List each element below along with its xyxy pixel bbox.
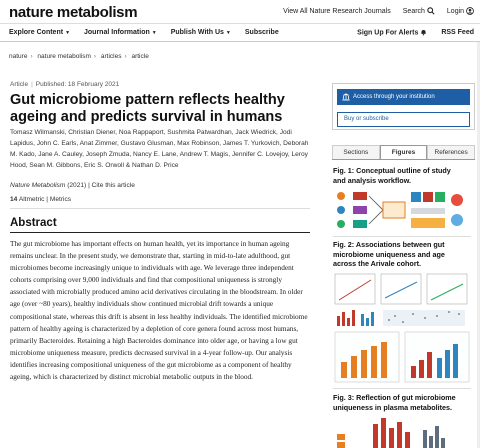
author-list[interactable]: Tomasz Wilmanski, Christian Diener, Noa Rappaport, Sushmita Patwardhan, Jack Wiedrick, Jodi Lapidus, John C. Earls, Anat Zimmer, Gustavo Glusman, Max Robinson, James T. Yurkovich, Deborah M. Kado, Jane A. Cauley, Joseph Zmuda, Nancy E. Lane, Andrew T. Magis, Jennifer C. Lovejoy, Leroy Hood, Sean M. Gibbons, Eric S. Orwoll & Nathan D. Price	[10, 129, 309, 169]
figure-1-thumbnail[interactable]	[333, 188, 471, 232]
breadcrumb-item[interactable]: nature	[9, 53, 28, 60]
metrics-link[interactable]: Metrics	[49, 196, 72, 203]
tab-sections[interactable]: Sections	[332, 145, 380, 159]
menu-subscribe[interactable]: Subscribe	[244, 29, 279, 36]
article-type: Article	[10, 81, 29, 88]
search-label: Search	[402, 7, 425, 15]
figure-1-title[interactable]: Fig. 1: Conceptual outline of study and analysis workflow.	[333, 166, 451, 185]
menu-explore-label: Explore Content	[9, 29, 64, 36]
login-button[interactable]	[447, 7, 474, 15]
breadcrumb-item[interactable]: articles	[100, 53, 122, 60]
sidebar-tabs	[332, 145, 475, 160]
breadcrumb-item: article	[131, 53, 149, 60]
search-button[interactable]	[403, 7, 435, 15]
metrics-line: 14 Altmetric | Metrics	[10, 196, 72, 203]
chevron-right-icon: ›	[93, 53, 97, 60]
menu-explore[interactable]	[9, 29, 70, 36]
figure-3-title[interactable]: Fig. 3: Reflection of gut microbiome uniqueness in plasma metabolites.	[333, 393, 456, 412]
top-nav	[283, 7, 474, 15]
journal-year: (2021)	[67, 182, 87, 189]
abstract-text: The gut microbiome has important effects on human health, yet its importance in human ageing remains unclear. In the present study, we demonstrate that, starting in mid-to-late adulthood, gut microbiomes become increasingly unique to individuals with age. We leverage three independent cohorts comprising over 9,000 individuals and find that compositional uniqueness is strongly associated with microbially produced amino acid derivatives circulating in the bloodstream. In older age (over ~80 years), healthy individuals show continued microbial drift towards a unique compositional state, whereas this drift is absent in less healthy individuals. The identified microbiome pattern of healthy ageing is characterized by a depletion of core genera found across most humans, primarily Bacteroides. Retaining a high Bacteroides dominance into older age, or having a low gut microbiome uniqueness measure, predicts decreased survival in a 4-year follow-up. Our analysis identifies increasing compositional uniqueness of the gut microbiome as a component of healthy ageing, which is characterized by distinct microbial metabolic outputs in the blood.	[10, 239, 308, 382]
chevron-down-icon: ▼	[151, 30, 157, 36]
journal-logo[interactable]: nature metabolism	[9, 4, 138, 21]
sign-up-alerts-link[interactable]	[357, 29, 427, 36]
bell-icon	[420, 29, 427, 36]
cite-link[interactable]: Cite this article	[91, 182, 135, 189]
top-header	[0, 0, 480, 24]
sign-up-label: Sign Up For Alerts	[357, 29, 419, 37]
chevron-right-icon: ›	[30, 53, 33, 60]
search-icon	[427, 7, 435, 15]
chevron-down-icon: ▼	[225, 30, 231, 36]
altmetric-link[interactable]: Altmetric	[18, 196, 45, 203]
altmetric-count: 14	[10, 196, 18, 203]
divider	[333, 236, 471, 237]
figure-2-title[interactable]: Fig. 2: Associations between gut microbiome uniqueness and age across the Arivale cohort.	[333, 240, 445, 268]
rss-feed-link[interactable]: RSS Feed	[441, 29, 474, 36]
figure-3-thumbnail[interactable]	[333, 414, 471, 448]
institution-icon	[342, 93, 350, 101]
menu-publish[interactable]	[171, 29, 231, 36]
main-menu	[0, 24, 480, 42]
article-title: Gut microbiome pattern reflects healthy ageing and predicts survival in humans	[10, 92, 285, 125]
breadcrumb-item[interactable]: nature metabolism	[37, 53, 91, 60]
chevron-right-icon: ›	[124, 53, 127, 60]
institution-access-label: Access through your institution	[353, 94, 435, 100]
view-all-journals-link[interactable]: View All Nature Research Journals	[283, 7, 391, 15]
abstract-heading: Abstract	[10, 217, 57, 229]
chevron-down-icon: ▼	[65, 30, 71, 36]
divider	[333, 388, 471, 389]
publish-date: Published: 18 February 2021	[35, 81, 120, 88]
abstract-divider	[10, 232, 310, 233]
journal-name: Nature Metabolism	[10, 182, 66, 189]
breadcrumb	[9, 53, 149, 60]
menu-journal-info-label: Journal Information	[84, 29, 150, 36]
user-icon	[466, 7, 474, 15]
article-meta: Article | Published: 18 February 2021	[10, 81, 120, 88]
institution-access-button[interactable]	[337, 89, 470, 105]
menu-journal-info[interactable]	[84, 29, 157, 36]
login-label: Login	[446, 7, 465, 15]
tab-references[interactable]: References	[427, 145, 475, 159]
menu-publish-label: Publish With Us	[170, 29, 224, 36]
citation-line: Nature Metabolism (2021) | Cite this article	[10, 182, 135, 189]
figure-2-thumbnail[interactable]	[333, 272, 471, 384]
tab-figures[interactable]: Figures	[380, 145, 428, 159]
buy-subscribe-button[interactable]: Buy or subscribe	[337, 112, 470, 127]
divider	[10, 208, 310, 209]
